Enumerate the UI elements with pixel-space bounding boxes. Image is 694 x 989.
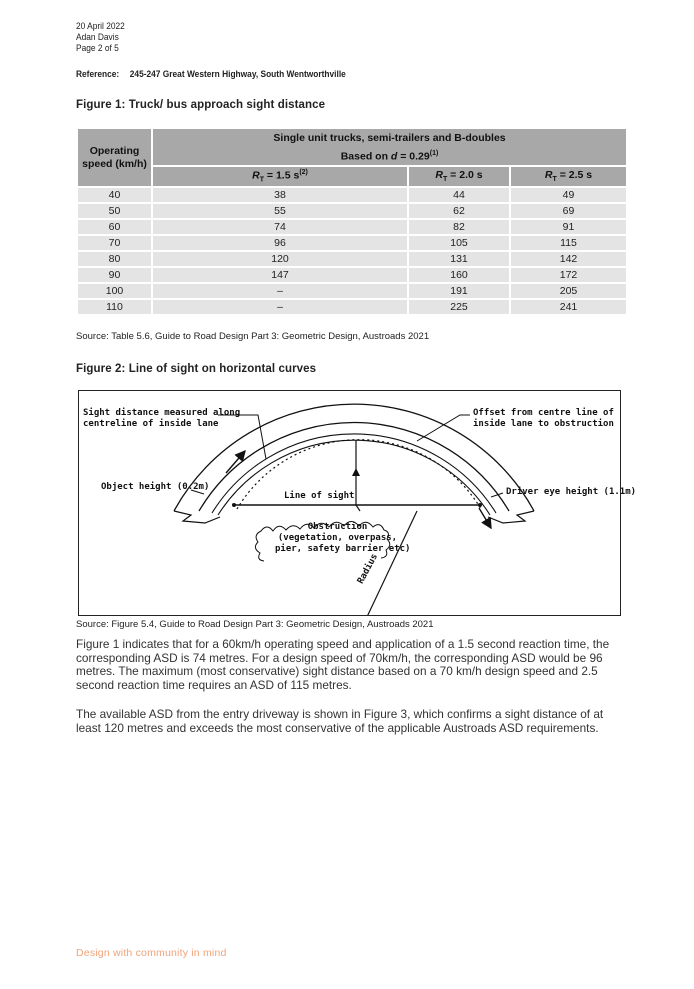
label-object-height: Object height (0.2m) [101,482,210,492]
label-offset: Offset from centre line of inside lane to obstruction [473,408,614,429]
group-subheading: Based on $d = 0.29^{(1)}$ [340,149,439,163]
table-row [77,235,627,251]
road-break-right [488,511,534,523]
inside-lane-centreline [237,440,481,509]
table-cell: 44 [408,187,510,203]
table-cell: 50 [77,203,152,219]
table-body [77,187,627,315]
table-cell: 160 [408,267,510,283]
table-cell: 70 [77,235,152,251]
figure1-title: Figure 1: Truck/ bus approach sight distance [76,99,326,111]
label-sight-distance: Sight distance measured along centreline of inside lane [83,408,241,429]
table-cell: 55 [152,203,408,219]
reference-line [76,69,346,80]
table-row [77,267,627,283]
label-driver-eye: Driver eye height (1.1m) [506,487,637,497]
table-cell: 62 [408,203,510,219]
table-cell: – [152,283,408,299]
table-row [77,299,627,315]
table-row [77,187,627,203]
table-cell: 147 [152,267,408,283]
table-cell: 172 [510,267,627,283]
road-edge-inner-b [218,440,490,515]
label-obstruction: Obstruction (vegetation, overpass, pier, safety barrier etc) [275,522,411,554]
document-header [76,21,125,54]
table-row [77,283,627,299]
table-row [77,203,627,219]
table-cell: 225 [408,299,510,315]
driver-point [478,503,482,507]
object-point [232,503,236,507]
table-cell: 142 [510,251,627,267]
sight-distance-table [76,127,628,316]
reference-value: 245-247 Great Western Highway, South Wentworthville [129,69,346,80]
table-cell: 205 [510,283,627,299]
table-cell: 191 [408,283,510,299]
figure2-source: Source: Figure 5.4, Guide to Road Design Part 3: Geometric Design, Austroads 2021 [76,619,434,630]
table-cell: 80 [77,251,152,267]
footer-tagline: Design with community in mind [76,947,227,959]
col-header-group [152,128,627,166]
table-row [77,219,627,235]
figure2-title: Figure 2: Line of sight on horizontal curves [76,363,317,375]
col-header-speed: Operating speed (km/h) [77,128,152,187]
label-radius: Radius [356,552,381,586]
table-cell: 96 [152,235,408,251]
table-cell: 38 [152,187,408,203]
table-cell: 82 [408,219,510,235]
road-break-left [174,511,220,523]
table-cell: 74 [152,219,408,235]
col-header-rt-25: $R_T = 2.5$ s [510,166,627,187]
table-cell: 110 [77,299,152,315]
header-date: 20 April 2022 [76,21,125,32]
paragraph-asd-analysis: Figure 1 indicates that for a 60km/h operating speed and application of a 1.5 second reaction time, the corresponding ASD is 74 metres. For a design speed of 70km/h, the corresponding ASD would be 96 metres. The maximum (most conservative) sight distance based on a 70 km/h design speed and 2.5 second reaction time requires an ASD of 115 metres. [76,637,610,692]
table-cell: 100 [77,283,152,299]
header-author: Adan Davis [76,32,119,43]
table-row [77,251,627,267]
table-cell: 60 [77,219,152,235]
table-cell: 120 [152,251,408,267]
reference-label: Reference: [76,69,120,80]
table-cell: – [152,299,408,315]
header-page: Page 2 of 5 [76,43,119,54]
paragraph-available-asd: The available ASD from the entry driveway is shown in Figure 3, which confirms a sight distance of at least 120 metres and exceeds the most conservative of the applicable Austroads ASD requirements. [76,707,604,735]
group-heading: Single unit trucks, semi-trailers and B-doubles [273,131,506,144]
line-of-sight-diagram [78,390,637,616]
table-cell: 115 [510,235,627,251]
table-cell: 69 [510,203,627,219]
table-cell: 131 [408,251,510,267]
table-cell: 40 [77,187,152,203]
table-cell: 49 [510,187,627,203]
col-header-rt-20: $R_T = 2.0$ s [408,166,510,187]
table-cell: 91 [510,219,627,235]
figure1-source: Source: Table 5.6, Guide to Road Design Part 3: Geometric Design, Austroads 2021 [76,331,430,342]
table-cell: 105 [408,235,510,251]
label-line-of-sight: Line of sight [284,491,355,501]
radius-line [356,505,360,511]
table-cell: 241 [510,299,627,315]
table-cell: 90 [77,267,152,283]
col-header-rt-15: $R_T = 1.5$ $s^{(2)}$ [152,166,408,187]
